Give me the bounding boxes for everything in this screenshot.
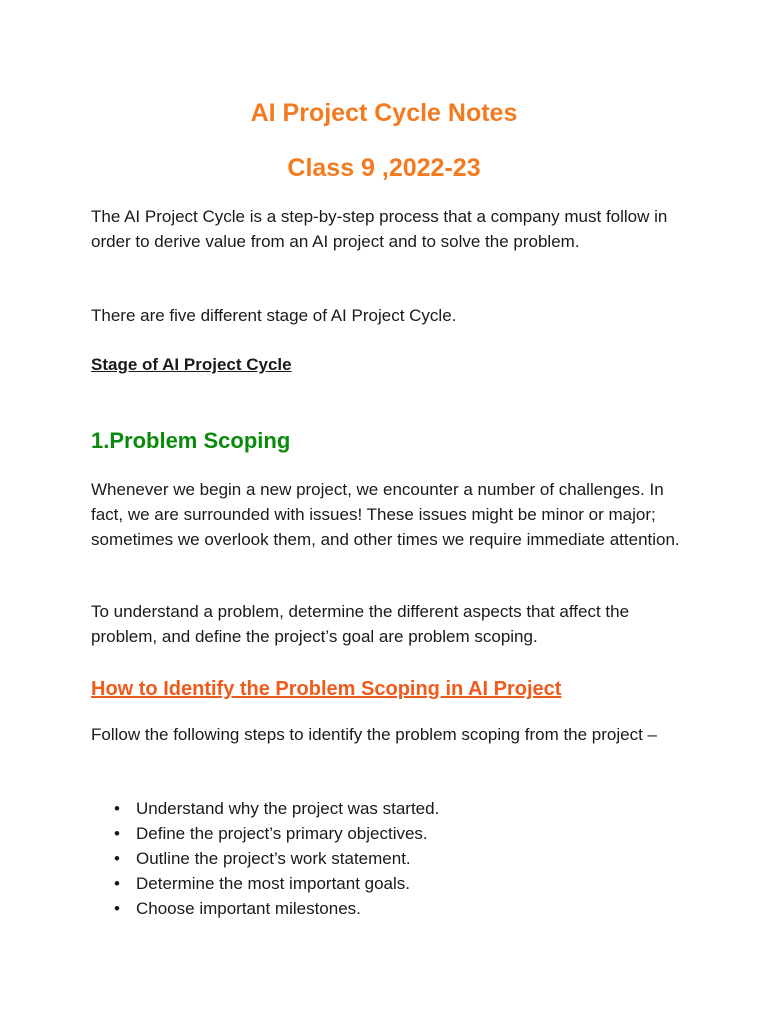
stages-intro-paragraph: There are five different stage of AI Project Cycle. — [91, 306, 457, 325]
section-heading-problem-scoping: 1.Problem Scoping — [91, 428, 291, 453]
bullet-icon: • — [114, 799, 120, 818]
document-title: AI Project Cycle Notes — [250, 99, 518, 127]
bullet-icon: • — [114, 874, 120, 893]
list-item-text: Understand why the project was started. — [136, 799, 440, 818]
bullet-icon: • — [114, 899, 120, 918]
follow-steps-paragraph: Follow the following steps to identify the problem scoping from the project – — [91, 725, 658, 744]
intro-paragraph: The AI Project Cycle is a step-by-step process that a company must follow in order to derive value from an AI project and to solve the problem. — [91, 207, 668, 251]
problem-scoping-paragraph-1: Whenever we begin a new project, we encounter a number of challenges. In fact, we are surrounded with issues! These issues might be minor or major; sometimes we overlook them, and other times we require immediate attention. — [91, 480, 680, 549]
list-item — [91, 821, 439, 846]
list-item-text: Define the project’s primary objectives. — [136, 824, 428, 843]
bullet-icon: • — [114, 849, 120, 868]
list-item — [91, 796, 439, 821]
list-item — [91, 896, 439, 921]
list-item-text: Choose important milestones. — [136, 899, 361, 918]
bullet-icon: • — [114, 824, 120, 843]
list-item — [91, 871, 439, 896]
list-item-text: Outline the project’s work statement. — [136, 849, 411, 868]
steps-list — [91, 796, 439, 921]
list-item-text: Determine the most important goals. — [136, 874, 411, 893]
problem-scoping-paragraph-2: To understand a problem, determine the different aspects that affect the problem, and define the project’s goal are problem scoping. — [91, 602, 630, 646]
subheading-identify-problem-scoping: How to Identify the Problem Scoping in AI Project — [91, 678, 562, 700]
stages-heading: Stage of AI Project Cycle — [91, 355, 292, 374]
document-subtitle: Class 9 ,2022-23 — [287, 154, 481, 182]
list-item — [91, 846, 439, 871]
